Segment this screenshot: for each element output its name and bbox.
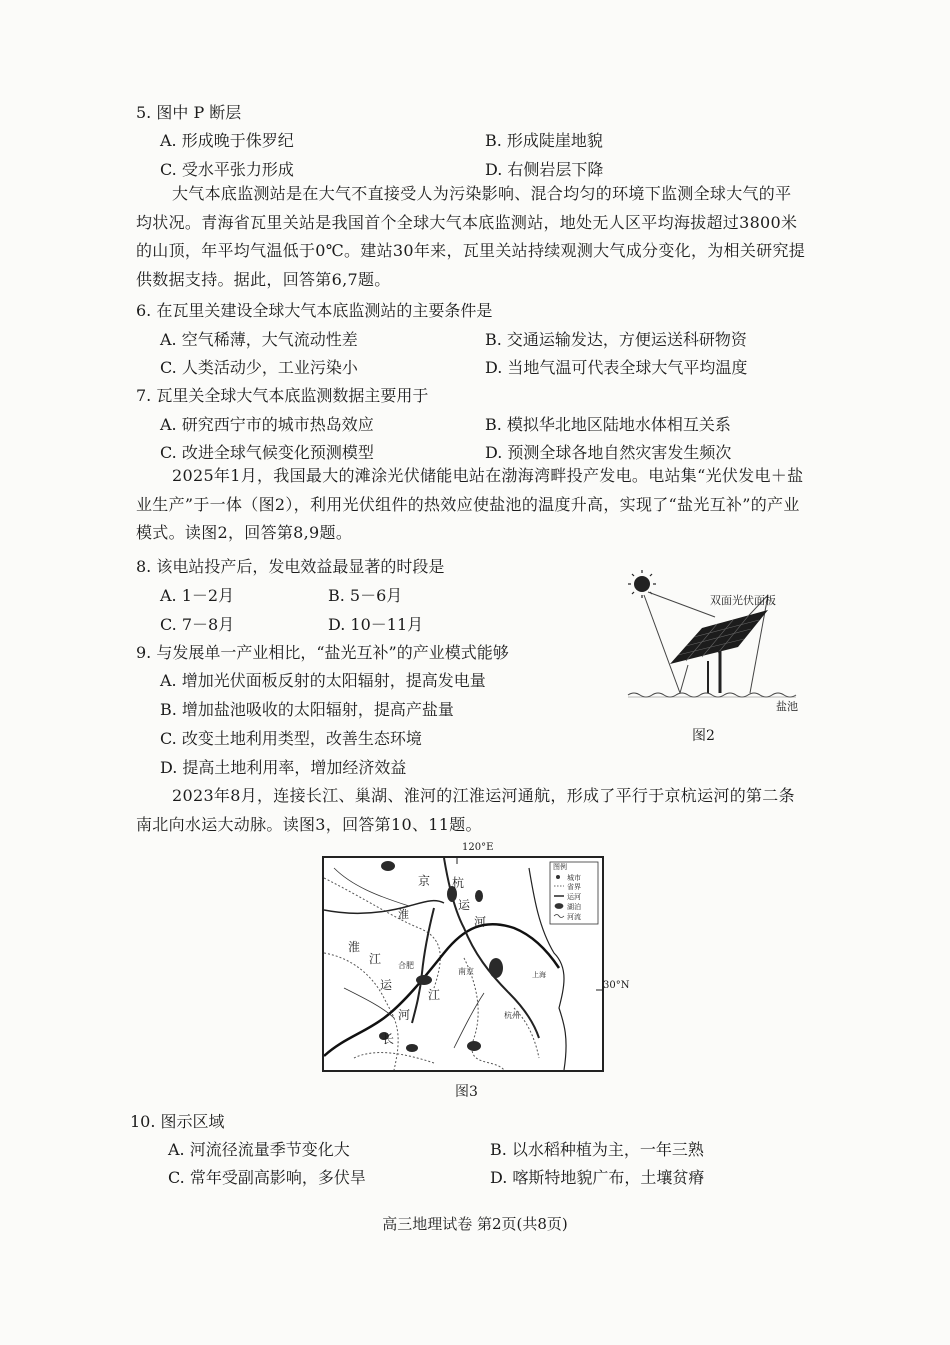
q7-stem: 7. 瓦里关全球大气本底监测数据主要用于: [136, 386, 429, 405]
passage-solar-salt: [136, 462, 806, 548]
figure-3-map: [322, 856, 604, 1072]
q9-option-c: C. 改变土地利用类型，改善生态环境: [160, 729, 422, 748]
q8-option-c: C. 7－8月: [160, 615, 235, 634]
map-label-huai: 淮: [348, 940, 361, 954]
q8-stem: 8. 该电站投产后，发电效益最显著的时段是: [136, 557, 445, 576]
q9-stem: 9. 与发展单一产业相比，“盐光互补”的产业模式能够: [136, 643, 509, 662]
q8-option-b: B. 5－6月: [328, 586, 403, 605]
q7-option-c: C. 改进全球气候变化预测模型: [160, 443, 374, 462]
q6-option-a: A. 空气稀薄，大气流动性差: [160, 330, 358, 349]
solar-panel-icon: [670, 610, 768, 693]
map-label-hefei: 合肥: [398, 961, 414, 970]
q5-option-b: B. 形成陡崖地貌: [485, 131, 603, 150]
passage-canal: [136, 782, 806, 839]
q9-option-d: D. 提高土地利用率，增加经济效益: [160, 758, 407, 777]
map-label-yun: 运: [458, 898, 471, 912]
figure-3-caption: 图3: [455, 1084, 478, 1100]
q7-option-d: D. 预测全球各地自然灾害发生频次: [485, 443, 732, 462]
q8-option-d: D. 10－11月: [328, 615, 424, 634]
map-legend-city: 城市: [567, 874, 581, 882]
q5-option-a: A. 形成晚于侏罗纪: [160, 131, 294, 150]
q10-option-a: A. 河流径流量季节变化大: [168, 1140, 350, 1159]
q7-option-b: B. 模拟华北地区陆地水体相互关系: [485, 415, 731, 434]
passage-waliguan: [136, 180, 806, 294]
map-label-he: 河: [474, 915, 487, 929]
figure-2-diagram: [620, 565, 810, 715]
map-label-jiang: 江: [369, 952, 382, 966]
salt-pool-label: 盐池: [776, 700, 798, 713]
map-latitude-label: 30°N: [603, 980, 630, 991]
q5-option-d: D. 右侧岩层下降: [485, 160, 604, 179]
q10-option-c: C. 常年受副高影响，多伏旱: [168, 1168, 366, 1187]
q9-option-b: B. 增加盐池吸收的太阳辐射，提高产盐量: [160, 700, 454, 719]
map-legend-river: 河流: [567, 913, 581, 921]
map-label-yun2: 运: [380, 978, 393, 992]
q6-stem: 6. 在瓦里关建设全球大气本底监测站的主要条件是: [136, 301, 493, 320]
q6-option-c: C. 人类活动少，工业污染小: [160, 358, 358, 377]
map-label-hang: 杭: [452, 876, 465, 890]
map-label-jing: 京: [418, 874, 431, 888]
q5-option-c: C. 受水平张力形成: [160, 160, 294, 179]
map-label-jiang2: 江: [428, 988, 441, 1002]
passage-waliguan-text: 大气本底监测站是在大气不直接受人为污染影响、混合均匀的环境下监测全球大气的平均状况。青海省瓦里关站是我国首个全球大气本底监测站，地处无人区平均海拔超过3800米的山顶，年平均气温低于0℃。建站30年来，瓦里关站持续观测大气成分变化，为相关研究提供数据支持。据此，回答第6,7题。: [136, 184, 806, 289]
q6-option-d: D. 当地气温可代表全球大气平均温度: [485, 358, 748, 377]
map-legend-canal: 运河: [567, 893, 581, 901]
map-label-he2: 河: [398, 1008, 411, 1022]
q10-option-d: D. 喀斯特地貌广布，土壤贫瘠: [490, 1168, 705, 1187]
q10-option-b: B. 以水稻种植为主，一年三熟: [490, 1140, 704, 1159]
map-label-chang: 长: [382, 1032, 395, 1046]
map-label-shanghai: 上海: [532, 971, 546, 979]
map-label-huai2: 淮: [398, 908, 409, 921]
map-label-hangzhou: 杭州: [504, 1011, 520, 1020]
page-footer: 高三地理试卷 第2页(共8页): [382, 1215, 568, 1233]
map-legend-lake: 湖泊: [567, 903, 581, 911]
q5-stem: 5. 图中 P 断层: [136, 103, 242, 122]
map-legend-border: 省界: [567, 883, 581, 891]
solar-panel-diagram: [620, 565, 810, 715]
panel-label: 双面光伏面板: [710, 594, 776, 607]
map-label-nanjing: 南京: [458, 967, 474, 976]
map-longitude-label: 120°E: [462, 842, 494, 853]
q6-option-b: B. 交通运输发达，方便运送科研物资: [485, 330, 747, 349]
map-legend-title: 图例: [553, 863, 567, 871]
figure-2-caption: 图2: [692, 728, 715, 744]
q10-stem: 10. 图示区域: [130, 1112, 225, 1131]
q9-option-a: A. 增加光伏面板反射的太阳辐射，提高发电量: [160, 671, 486, 690]
q7-option-a: A. 研究西宁市的城市热岛效应: [160, 415, 374, 434]
passage-canal-text: 2023年8月，连接长江、巢湖、淮河的江淮运河通航，形成了平行于京杭运河的第二条南北向水运大动脉。读图3，回答第10、11题。: [136, 786, 795, 834]
passage-solar-salt-text: 2025年1月，我国最大的滩涂光伏储能电站在渤海湾畔投产发电。电站集“光伏发电＋盐业生产”于一体（图2），利用光伏组件的热效应使盐池的温度升高，实现了“盐光互补”的产业模式。读图2，回答第8,9题。: [136, 466, 804, 542]
q8-option-a: A. 1－2月: [160, 586, 235, 605]
